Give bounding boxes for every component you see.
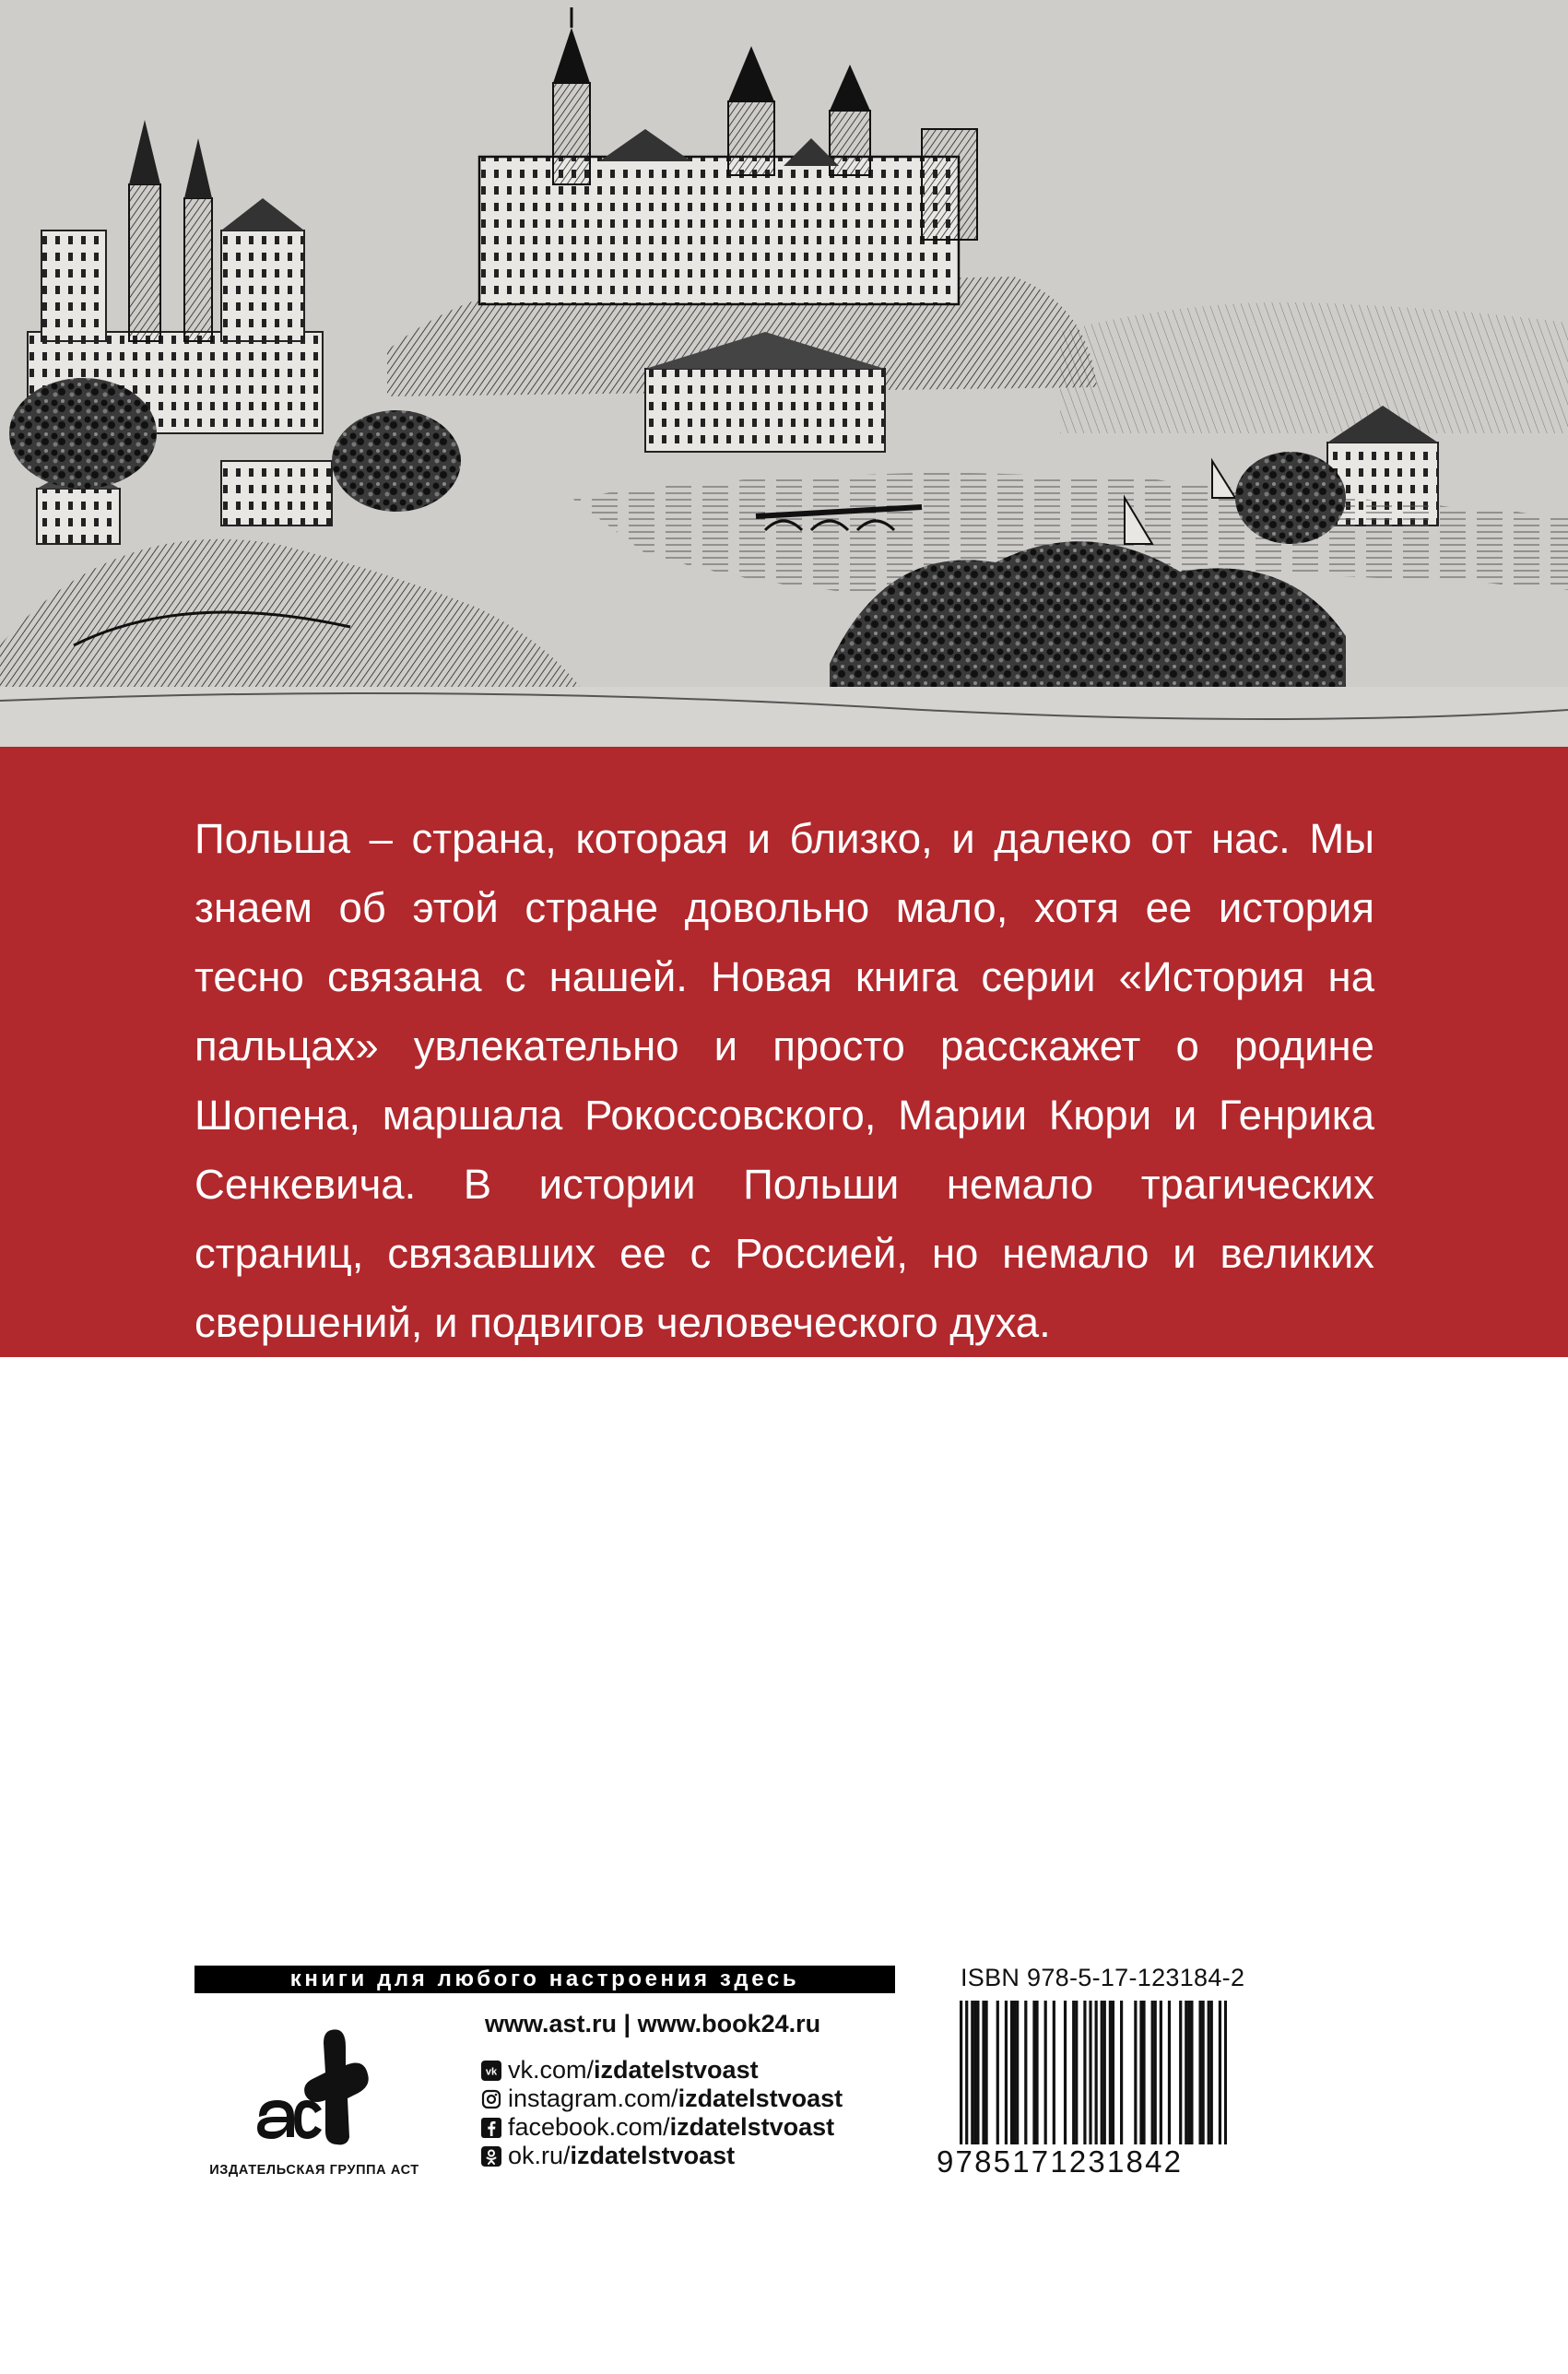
- barcode-bar: [1005, 2001, 1008, 2144]
- barcode-bar: [976, 2001, 979, 2144]
- barcode-bar: [1010, 2001, 1013, 2144]
- annotation-band: [0, 747, 1568, 1357]
- book-annotation-text: Польша – страна, которая и близко, и далеко от нас. Мы знаем об этой стране довольно мало, хотя ее история тесно связана с нашей. Новая книга серии «История на пальцах» увлекательно и просто расскажет о родине Шопена, маршала Рокоссовского, Марии Кюри и Генрика Сенкевича. В истории Польши немало трагических страниц, связавших ее с Россией, но немало и великих свершений, и подвигов человеческого духа.: [195, 815, 1374, 1346]
- odnoklassniki-icon: [481, 2146, 501, 2167]
- vk-icon: [481, 2061, 501, 2081]
- barcode-bar: [1103, 2001, 1106, 2144]
- barcode-bar: [1187, 2001, 1190, 2144]
- social-links-list: [481, 2056, 843, 2170]
- barcode-bar: [1179, 2001, 1182, 2144]
- barcode-bar: [996, 2001, 999, 2144]
- barcode-bar: [1035, 2001, 1038, 2144]
- ast-logo: [246, 2010, 384, 2148]
- barcode-bar: [1210, 2001, 1213, 2144]
- barcode-bar: [1101, 2001, 1103, 2144]
- barcode-bar: [1202, 2001, 1205, 2144]
- social-handle: izdatelstvoast: [594, 2056, 759, 2084]
- website-links[interactable]: www.ast.ru | www.book24.ru: [485, 2010, 821, 2037]
- social-handle: izdatelstvoast: [678, 2085, 843, 2112]
- barcode-bar: [1168, 2001, 1171, 2144]
- barcode-bar: [1112, 2001, 1114, 2144]
- barcode-bar: [1198, 2001, 1201, 2144]
- barcode-bar: [982, 2001, 984, 2144]
- barcode-bar: [971, 2001, 973, 2144]
- isbn-label: ISBN 978-5-17-123184-2: [961, 1964, 1245, 1991]
- social-link-instagram[interactable]: [481, 2085, 843, 2113]
- barcode-bar: [1139, 2001, 1142, 2144]
- social-handle: izdatelstvoast: [570, 2142, 736, 2169]
- publisher-caption: ИЗДАТЕЛЬСКАЯ ГРУППА АСТ: [209, 2163, 419, 2178]
- barcode-bar: [1208, 2001, 1210, 2144]
- barcode-bar: [1120, 2001, 1123, 2144]
- svg-text:vk: vk: [485, 2066, 498, 2077]
- barcode-bar: [1016, 2001, 1019, 2144]
- social-prefix: facebook.com/: [508, 2113, 670, 2141]
- barcode-bar: [1072, 2001, 1075, 2144]
- barcode-bar: [1109, 2001, 1112, 2144]
- barcode-bar: [1185, 2001, 1187, 2144]
- social-prefix: ok.ru/: [508, 2142, 571, 2169]
- barcode-bar: [1160, 2001, 1162, 2144]
- barcode-bar: [1151, 2001, 1154, 2144]
- slogan-bar: книги для любого настроения здесь: [195, 1966, 895, 1993]
- social-handle: izdatelstvoast: [669, 2113, 835, 2141]
- social-link-facebook[interactable]: [481, 2113, 843, 2142]
- facebook-icon: [481, 2118, 501, 2138]
- cover-engraving-illustration: [0, 0, 1568, 747]
- social-link-vk[interactable]: [481, 2056, 843, 2085]
- barcode-bar: [1032, 2001, 1035, 2144]
- instagram-icon: [481, 2089, 501, 2109]
- barcode-bar: [1064, 2001, 1067, 2144]
- castle-landscape-engraving: [0, 0, 1568, 747]
- barcode-bar: [1154, 2001, 1157, 2144]
- barcode-bar: [1142, 2001, 1145, 2144]
- publisher-logo-block: [195, 2010, 434, 2176]
- social-prefix: vk.com/: [508, 2056, 595, 2084]
- barcode-bar: [984, 2001, 987, 2144]
- barcode-bar: [1190, 2001, 1193, 2144]
- social-prefix: instagram.com/: [508, 2085, 678, 2112]
- barcode-bar: [1024, 2001, 1027, 2144]
- barcode-bar: [973, 2001, 976, 2144]
- social-link-odnoklassniki[interactable]: [481, 2142, 843, 2170]
- barcode-bar: [1075, 2001, 1078, 2144]
- barcode-bar: [1013, 2001, 1016, 2144]
- barcode-bar: [1134, 2001, 1137, 2144]
- barcode-bar: [1044, 2001, 1047, 2144]
- barcode-digits: 9785171231842: [937, 2144, 1228, 2179]
- barcode-bar: [1083, 2001, 1086, 2144]
- barcode-bar: [1053, 2001, 1055, 2144]
